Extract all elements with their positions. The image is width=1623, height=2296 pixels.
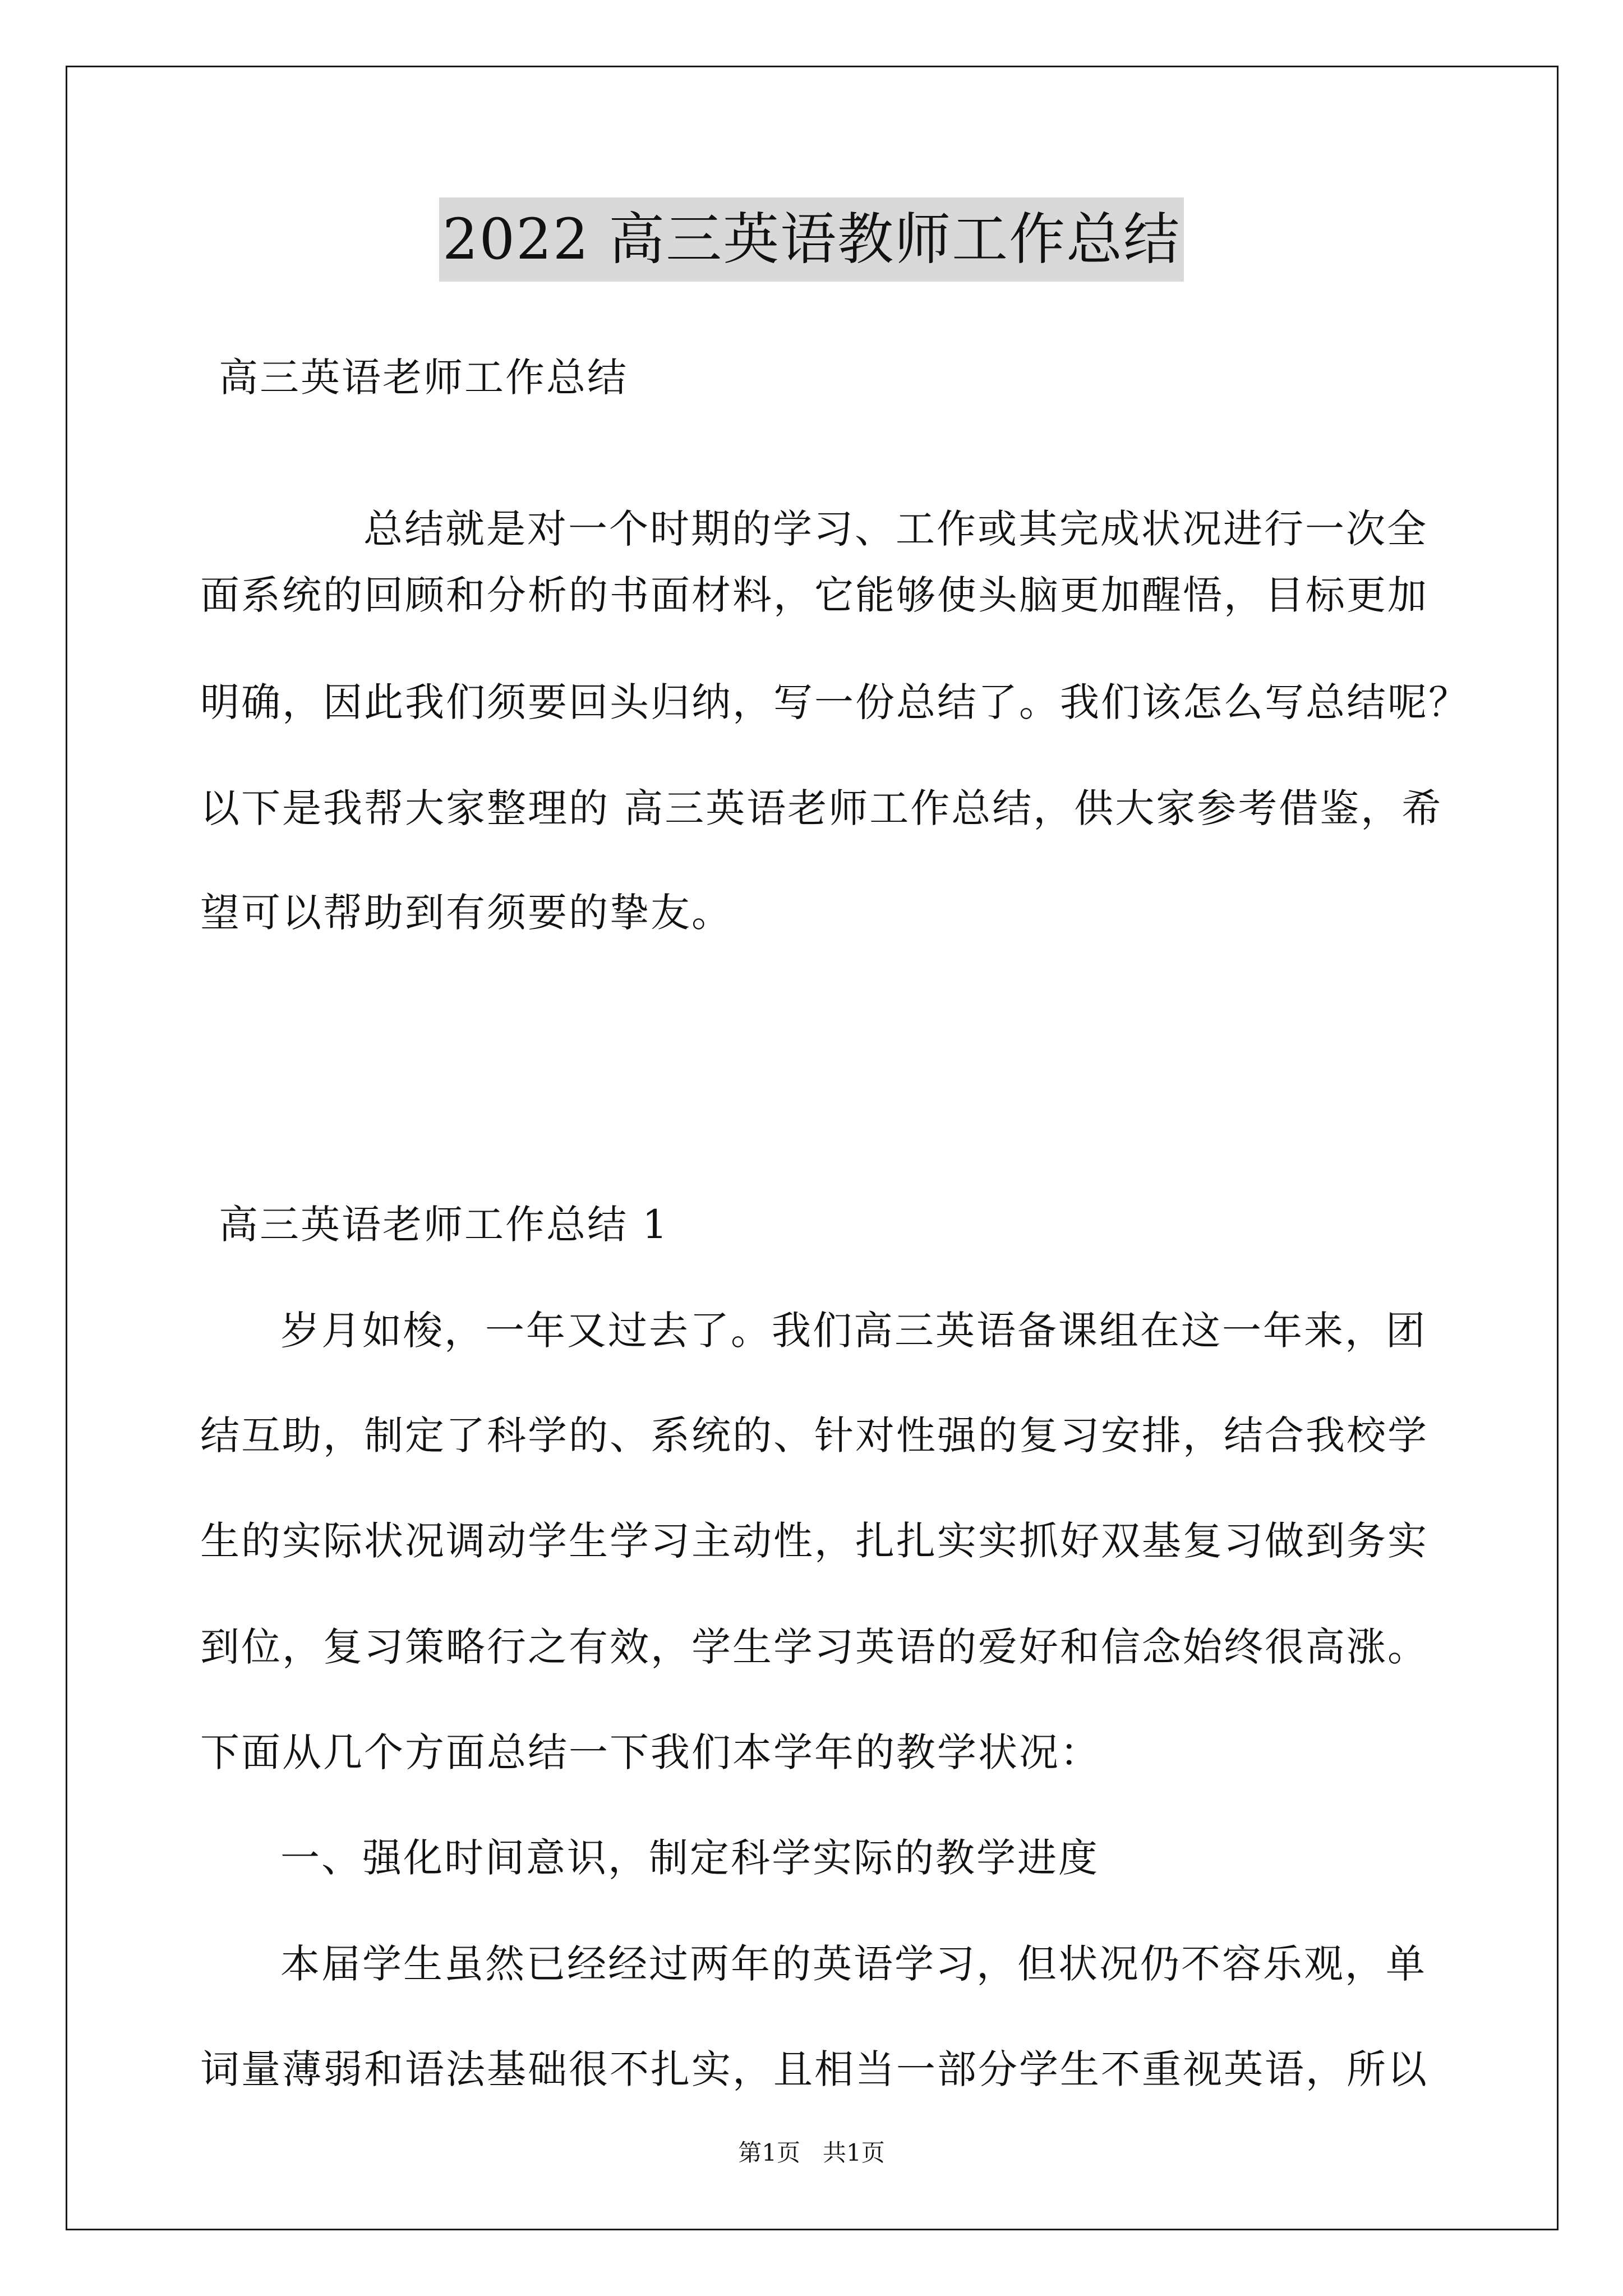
intro-line-4: 以下是我帮大家整理的 高三英语老师工作总结，供大家参考借鉴，希 bbox=[200, 785, 1443, 831]
point-line-2: 词量薄弱和语法基础很不扎实，且相当一部分学生不重视英语，所以 bbox=[200, 2046, 1428, 2092]
point-line-1: 本届学生虽然已经经过两年的英语学习，但状况仍不容乐观，单 bbox=[280, 1941, 1427, 1987]
body-line-1: 岁月如梭，一年又过去了。我们高三英语备课组在这一年来，团 bbox=[280, 1308, 1427, 1354]
subtitle: 高三英语老师工作总结 bbox=[219, 355, 628, 401]
title-container bbox=[0, 197, 1623, 282]
body-line-5: 下面从几个方面总结一下我们本学年的教学状况： bbox=[200, 1729, 1101, 1775]
body-line-2: 结互助，制定了科学的、系统的、针对性强的复习安排，结合我校学 bbox=[200, 1412, 1428, 1458]
intro-line-5: 望可以帮助到有须要的挚友。 bbox=[200, 890, 732, 936]
page-footer: 第1页 共1页 bbox=[738, 2139, 885, 2166]
document-title: 2022 高三英语教师工作总结 bbox=[439, 197, 1184, 282]
body-line-4: 到位，复习策略行之有效，学生学习英语的爱好和信念始终很高涨。 bbox=[200, 1624, 1428, 1670]
section-heading: 高三英语老师工作总结 1 bbox=[219, 1202, 669, 1248]
intro-line-2: 面系统的回顾和分析的书面材料，它能够使头脑更加醒悟，目标更加 bbox=[200, 572, 1428, 618]
point-heading: 一、强化时间意识，制定科学实际的教学进度 bbox=[280, 1835, 1099, 1881]
intro-line-3: 明确，因此我们须要回头归纳，写一份总结了。我们该怎么写总结呢？ bbox=[200, 679, 1469, 725]
intro-line-1: 总结就是对一个时期的学习、工作或其完成状况进行一次全 bbox=[363, 506, 1428, 552]
body-line-3: 生的实际状况调动学生学习主动性，扎扎实实抓好双基复习做到务实 bbox=[200, 1518, 1428, 1564]
